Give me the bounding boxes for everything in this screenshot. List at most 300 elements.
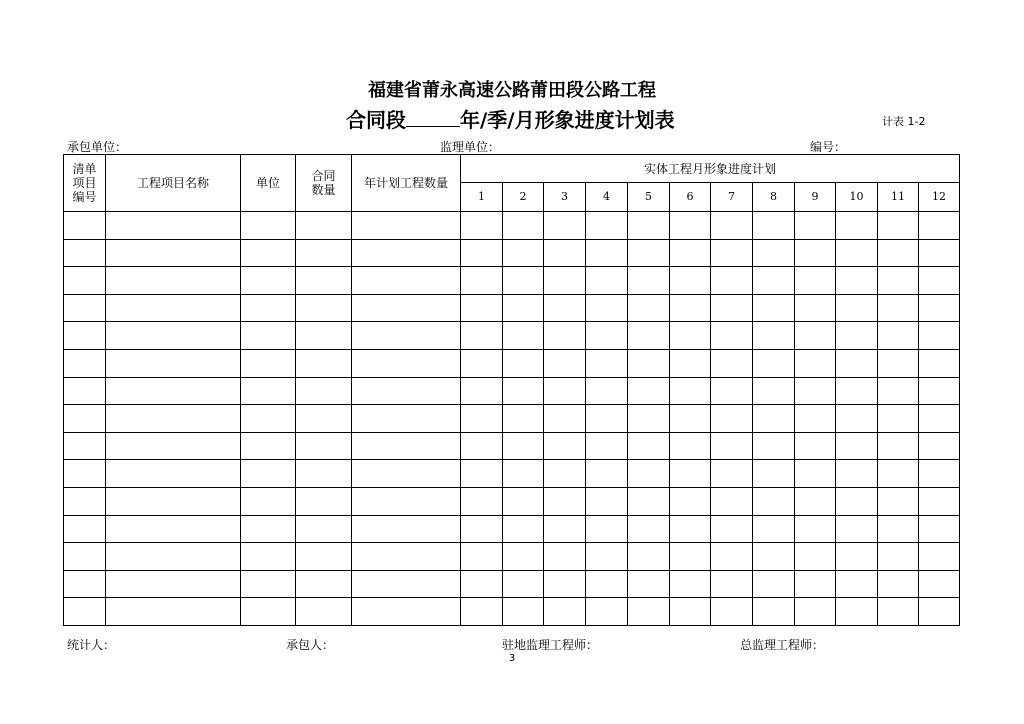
table-row <box>64 570 960 598</box>
header-contract-qty-line: 合同 <box>311 169 336 183</box>
table-cell[interactable] <box>586 460 628 488</box>
table-cell[interactable] <box>503 267 544 295</box>
table-cell[interactable] <box>711 294 753 322</box>
table-cell[interactable] <box>586 432 628 460</box>
table-cell[interactable] <box>544 294 586 322</box>
table-cell[interactable] <box>878 460 919 488</box>
form-code: 计表 1-2 <box>882 115 926 128</box>
table-cell[interactable] <box>878 377 919 405</box>
table-cell[interactable] <box>795 543 836 571</box>
table-cell[interactable] <box>352 212 461 240</box>
table-cell[interactable] <box>106 515 241 543</box>
table-cell[interactable] <box>586 349 628 377</box>
table-cell[interactable] <box>919 294 960 322</box>
table-row <box>64 267 960 295</box>
form-title <box>346 104 675 133</box>
table-cell[interactable] <box>919 432 960 460</box>
table-cell[interactable] <box>586 294 628 322</box>
table-cell[interactable] <box>64 267 106 295</box>
table-cell[interactable] <box>586 267 628 295</box>
table-cell[interactable] <box>241 487 296 515</box>
table-cell[interactable] <box>352 294 461 322</box>
table-cell[interactable] <box>711 460 753 488</box>
table-cell[interactable] <box>352 377 461 405</box>
table-cell[interactable] <box>241 322 296 350</box>
table-cell[interactable] <box>795 212 836 240</box>
table-cell[interactable] <box>296 322 352 350</box>
table-cell[interactable] <box>241 239 296 267</box>
table-cell[interactable] <box>544 487 586 515</box>
table-cell[interactable] <box>64 543 106 571</box>
table-cell[interactable] <box>352 432 461 460</box>
table-cell[interactable] <box>461 212 503 240</box>
table-cell[interactable] <box>461 570 503 598</box>
table-cell[interactable] <box>503 322 544 350</box>
month-header: 9 <box>795 183 836 212</box>
table-cell[interactable] <box>795 570 836 598</box>
table-cell[interactable] <box>461 349 503 377</box>
table-cell[interactable] <box>64 322 106 350</box>
header-contract-qty-line: 数量 <box>311 183 336 197</box>
table-cell[interactable] <box>503 460 544 488</box>
table-cell[interactable] <box>670 570 711 598</box>
table-cell[interactable] <box>670 487 711 515</box>
table-cell[interactable] <box>352 349 461 377</box>
table-cell[interactable] <box>544 432 586 460</box>
table-cell[interactable] <box>241 212 296 240</box>
table-cell[interactable] <box>836 377 878 405</box>
table-cell[interactable] <box>795 405 836 433</box>
table-cell[interactable] <box>628 598 670 626</box>
table-cell[interactable] <box>64 239 106 267</box>
table-cell[interactable] <box>836 349 878 377</box>
table-cell[interactable] <box>878 212 919 240</box>
table-cell[interactable] <box>544 543 586 571</box>
table-cell[interactable] <box>461 515 503 543</box>
header-unit: 单位 <box>241 155 296 212</box>
table-cell[interactable] <box>586 239 628 267</box>
table-cell[interactable] <box>461 543 503 571</box>
table-cell[interactable] <box>106 543 241 571</box>
header-item-no-line: 清单 <box>72 162 97 176</box>
contractor-person-label: 承包人： <box>286 638 335 652</box>
table-cell[interactable] <box>795 487 836 515</box>
table-cell[interactable] <box>795 432 836 460</box>
table-cell[interactable] <box>296 349 352 377</box>
table-cell[interactable] <box>878 487 919 515</box>
table-cell[interactable] <box>106 377 241 405</box>
table-cell[interactable] <box>296 543 352 571</box>
table-cell[interactable] <box>836 543 878 571</box>
table-cell[interactable] <box>670 405 711 433</box>
month-header: 11 <box>878 183 919 212</box>
table-cell[interactable] <box>544 598 586 626</box>
table-row <box>64 460 960 488</box>
table-cell[interactable] <box>919 570 960 598</box>
table-cell[interactable] <box>241 267 296 295</box>
table-cell[interactable] <box>795 515 836 543</box>
table-cell[interactable] <box>836 212 878 240</box>
table-cell[interactable] <box>753 570 795 598</box>
table-cell[interactable] <box>670 239 711 267</box>
table-cell[interactable] <box>919 598 960 626</box>
table-cell[interactable] <box>296 515 352 543</box>
table-cell[interactable] <box>836 598 878 626</box>
table-cell[interactable] <box>878 598 919 626</box>
table-cell[interactable] <box>753 460 795 488</box>
table-cell[interactable] <box>836 570 878 598</box>
table-cell[interactable] <box>106 598 241 626</box>
table-cell[interactable] <box>241 405 296 433</box>
table-cell[interactable] <box>919 267 960 295</box>
table-cell[interactable] <box>461 487 503 515</box>
table-cell[interactable] <box>670 322 711 350</box>
table-cell[interactable] <box>795 267 836 295</box>
table-cell[interactable] <box>586 212 628 240</box>
table-cell[interactable] <box>503 487 544 515</box>
table-cell[interactable] <box>795 377 836 405</box>
header-monthly-plan: 实体工程月形象进度计划 <box>461 155 960 183</box>
table-cell[interactable] <box>352 239 461 267</box>
table-cell[interactable] <box>586 598 628 626</box>
table-cell[interactable] <box>836 460 878 488</box>
table-cell[interactable] <box>753 349 795 377</box>
table-cell[interactable] <box>628 294 670 322</box>
table-row <box>64 294 960 322</box>
table-cell[interactable] <box>503 239 544 267</box>
table-cell[interactable] <box>753 377 795 405</box>
table-cell[interactable] <box>836 405 878 433</box>
table-cell[interactable] <box>670 543 711 571</box>
table-cell[interactable] <box>878 570 919 598</box>
header-annual-qty: 年计划工程数量 <box>352 155 461 212</box>
table-cell[interactable] <box>296 239 352 267</box>
table-cell[interactable] <box>64 432 106 460</box>
table-cell[interactable] <box>878 239 919 267</box>
table-cell[interactable] <box>670 349 711 377</box>
table-cell[interactable] <box>878 515 919 543</box>
table-cell[interactable] <box>753 267 795 295</box>
table-cell[interactable] <box>753 432 795 460</box>
table-cell[interactable] <box>753 487 795 515</box>
table-cell[interactable] <box>628 377 670 405</box>
table-cell[interactable] <box>919 515 960 543</box>
table-cell[interactable] <box>503 515 544 543</box>
table-cell[interactable] <box>296 267 352 295</box>
table-cell[interactable] <box>711 598 753 626</box>
form-title-prefix: 合同段 <box>346 108 406 132</box>
table-cell[interactable] <box>753 294 795 322</box>
table-row <box>64 349 960 377</box>
table-cell[interactable] <box>836 267 878 295</box>
table-cell[interactable] <box>795 349 836 377</box>
table-cell[interactable] <box>836 294 878 322</box>
table-cell[interactable] <box>919 405 960 433</box>
table-cell[interactable] <box>670 377 711 405</box>
table-cell[interactable] <box>64 405 106 433</box>
table-cell[interactable] <box>64 377 106 405</box>
table-cell[interactable] <box>296 212 352 240</box>
table-cell[interactable] <box>503 349 544 377</box>
table-cell[interactable] <box>352 515 461 543</box>
table-cell[interactable] <box>628 405 670 433</box>
table-cell[interactable] <box>628 460 670 488</box>
table-cell[interactable] <box>753 543 795 571</box>
table-cell[interactable] <box>461 239 503 267</box>
table-cell[interactable] <box>64 294 106 322</box>
table-cell[interactable] <box>670 460 711 488</box>
table-cell[interactable] <box>544 515 586 543</box>
table-cell[interactable] <box>711 267 753 295</box>
table-row <box>64 487 960 515</box>
chief-engineer-label: 总监理工程师： <box>740 638 825 652</box>
table-cell[interactable] <box>106 349 241 377</box>
table-row <box>64 515 960 543</box>
table-cell[interactable] <box>586 405 628 433</box>
table-row <box>64 377 960 405</box>
table-cell[interactable] <box>241 349 296 377</box>
table-cell[interactable] <box>296 377 352 405</box>
fill-in-blank[interactable] <box>406 106 460 127</box>
table-cell[interactable] <box>919 239 960 267</box>
table-cell[interactable] <box>919 460 960 488</box>
month-header: 4 <box>586 183 628 212</box>
month-header: 12 <box>919 183 960 212</box>
table-cell[interactable] <box>711 432 753 460</box>
table-cell[interactable] <box>106 322 241 350</box>
table-cell[interactable] <box>64 515 106 543</box>
table-row <box>64 543 960 571</box>
table-cell[interactable] <box>544 460 586 488</box>
table-cell[interactable] <box>670 294 711 322</box>
statistician-label: 统计人： <box>67 638 116 652</box>
table-cell[interactable] <box>503 405 544 433</box>
table-cell[interactable] <box>461 377 503 405</box>
table-cell[interactable] <box>753 405 795 433</box>
table-cell[interactable] <box>836 432 878 460</box>
table-row <box>64 322 960 350</box>
table-cell[interactable] <box>503 543 544 571</box>
table-cell[interactable] <box>503 598 544 626</box>
table-cell[interactable] <box>503 432 544 460</box>
table-cell[interactable] <box>711 405 753 433</box>
table-cell[interactable] <box>64 460 106 488</box>
month-header: 8 <box>753 183 795 212</box>
table-cell[interactable] <box>711 377 753 405</box>
table-cell[interactable] <box>919 349 960 377</box>
table-cell[interactable] <box>878 322 919 350</box>
table-cell[interactable] <box>106 267 241 295</box>
table-cell[interactable] <box>586 570 628 598</box>
table-cell[interactable] <box>711 212 753 240</box>
table-cell[interactable] <box>628 239 670 267</box>
month-header: 2 <box>503 183 544 212</box>
header-contract-qty <box>296 155 352 212</box>
table-cell[interactable] <box>878 294 919 322</box>
table-cell[interactable] <box>919 377 960 405</box>
page-number: 3 <box>508 653 516 664</box>
table-cell[interactable] <box>503 377 544 405</box>
table-cell[interactable] <box>64 487 106 515</box>
table-cell[interactable] <box>628 487 670 515</box>
table-cell[interactable] <box>628 515 670 543</box>
table-cell[interactable] <box>670 432 711 460</box>
month-header: 5 <box>628 183 670 212</box>
table-cell[interactable] <box>296 598 352 626</box>
table-cell[interactable] <box>106 487 241 515</box>
table-cell[interactable] <box>64 212 106 240</box>
table-cell[interactable] <box>753 598 795 626</box>
table-cell[interactable] <box>753 212 795 240</box>
table-cell[interactable] <box>352 460 461 488</box>
table-cell[interactable] <box>544 267 586 295</box>
table-cell[interactable] <box>544 349 586 377</box>
table-cell[interactable] <box>586 377 628 405</box>
table-cell[interactable] <box>461 598 503 626</box>
table-cell[interactable] <box>544 405 586 433</box>
table-cell[interactable] <box>461 294 503 322</box>
table-cell[interactable] <box>106 212 241 240</box>
table-cell[interactable] <box>586 515 628 543</box>
table-cell[interactable] <box>352 322 461 350</box>
table-cell[interactable] <box>296 294 352 322</box>
table-cell[interactable] <box>241 598 296 626</box>
table-cell[interactable] <box>628 432 670 460</box>
table-cell[interactable] <box>461 460 503 488</box>
number-label: 编号： <box>810 140 847 154</box>
table-cell[interactable] <box>461 405 503 433</box>
table-cell[interactable] <box>878 349 919 377</box>
table-cell[interactable] <box>352 487 461 515</box>
table-cell[interactable] <box>241 432 296 460</box>
table-cell[interactable] <box>352 570 461 598</box>
table-cell[interactable] <box>296 487 352 515</box>
table-cell[interactable] <box>711 349 753 377</box>
table-cell[interactable] <box>544 570 586 598</box>
table-cell[interactable] <box>753 239 795 267</box>
table-cell[interactable] <box>795 598 836 626</box>
table-cell[interactable] <box>503 570 544 598</box>
table-cell[interactable] <box>628 570 670 598</box>
table-cell[interactable] <box>241 460 296 488</box>
table-cell[interactable] <box>241 294 296 322</box>
table-cell[interactable] <box>241 543 296 571</box>
table-cell[interactable] <box>64 349 106 377</box>
table-row <box>64 432 960 460</box>
table-cell[interactable] <box>628 212 670 240</box>
table-cell[interactable] <box>352 267 461 295</box>
table-cell[interactable] <box>544 322 586 350</box>
table-cell[interactable] <box>878 543 919 571</box>
table-cell[interactable] <box>711 487 753 515</box>
table-cell[interactable] <box>628 267 670 295</box>
table-cell[interactable] <box>544 212 586 240</box>
table-cell[interactable] <box>753 322 795 350</box>
table-cell[interactable] <box>753 515 795 543</box>
table-cell[interactable] <box>106 432 241 460</box>
table-cell[interactable] <box>544 377 586 405</box>
table-cell[interactable] <box>296 460 352 488</box>
table-cell[interactable] <box>711 543 753 571</box>
table-cell[interactable] <box>919 322 960 350</box>
table-cell[interactable] <box>670 212 711 240</box>
table-cell[interactable] <box>836 239 878 267</box>
month-header: 10 <box>836 183 878 212</box>
table-cell[interactable] <box>106 294 241 322</box>
table-cell[interactable] <box>106 570 241 598</box>
progress-plan-table <box>63 154 960 626</box>
table-cell[interactable] <box>711 570 753 598</box>
table-cell[interactable] <box>795 294 836 322</box>
table-row <box>64 405 960 433</box>
table-cell[interactable] <box>919 487 960 515</box>
table-row <box>64 598 960 626</box>
table-cell[interactable] <box>711 515 753 543</box>
table-cell[interactable] <box>544 239 586 267</box>
table-body <box>64 212 960 626</box>
table-cell[interactable] <box>878 267 919 295</box>
table-cell[interactable] <box>836 515 878 543</box>
table-cell[interactable] <box>628 349 670 377</box>
table-cell[interactable] <box>461 267 503 295</box>
table-cell[interactable] <box>586 322 628 350</box>
table-cell[interactable] <box>296 432 352 460</box>
document-title: 福建省莆永高速公路莆田段公路工程 <box>368 80 656 101</box>
table-cell[interactable] <box>628 543 670 571</box>
table-cell[interactable] <box>296 570 352 598</box>
table-cell[interactable] <box>503 294 544 322</box>
table-row <box>64 212 960 240</box>
table-cell[interactable] <box>795 322 836 350</box>
table-cell[interactable] <box>461 432 503 460</box>
table-row <box>64 239 960 267</box>
contractor-label: 承包单位： <box>67 140 128 154</box>
table-cell[interactable] <box>670 267 711 295</box>
table-cell[interactable] <box>670 598 711 626</box>
table-cell[interactable] <box>795 460 836 488</box>
table-cell[interactable] <box>878 432 919 460</box>
table-cell[interactable] <box>106 239 241 267</box>
table-cell[interactable] <box>919 212 960 240</box>
table-cell[interactable] <box>241 377 296 405</box>
table-cell[interactable] <box>503 212 544 240</box>
table-cell[interactable] <box>878 405 919 433</box>
table-cell[interactable] <box>64 570 106 598</box>
table-cell[interactable] <box>628 322 670 350</box>
table-cell[interactable] <box>64 598 106 626</box>
table-cell[interactable] <box>352 543 461 571</box>
table-cell[interactable] <box>352 405 461 433</box>
table-cell[interactable] <box>711 239 753 267</box>
table-cell[interactable] <box>836 322 878 350</box>
table-cell[interactable] <box>106 405 241 433</box>
header-item-no <box>64 155 106 212</box>
table-cell[interactable] <box>670 515 711 543</box>
table-cell[interactable] <box>352 598 461 626</box>
table-cell[interactable] <box>241 515 296 543</box>
table-cell[interactable] <box>586 487 628 515</box>
table-cell[interactable] <box>241 570 296 598</box>
table-cell[interactable] <box>461 322 503 350</box>
table-cell[interactable] <box>836 487 878 515</box>
table-cell[interactable] <box>586 543 628 571</box>
table-cell[interactable] <box>795 239 836 267</box>
month-header: 7 <box>711 183 753 212</box>
table-cell[interactable] <box>296 405 352 433</box>
table-cell[interactable] <box>711 322 753 350</box>
table-cell[interactable] <box>919 543 960 571</box>
table-cell[interactable] <box>106 460 241 488</box>
